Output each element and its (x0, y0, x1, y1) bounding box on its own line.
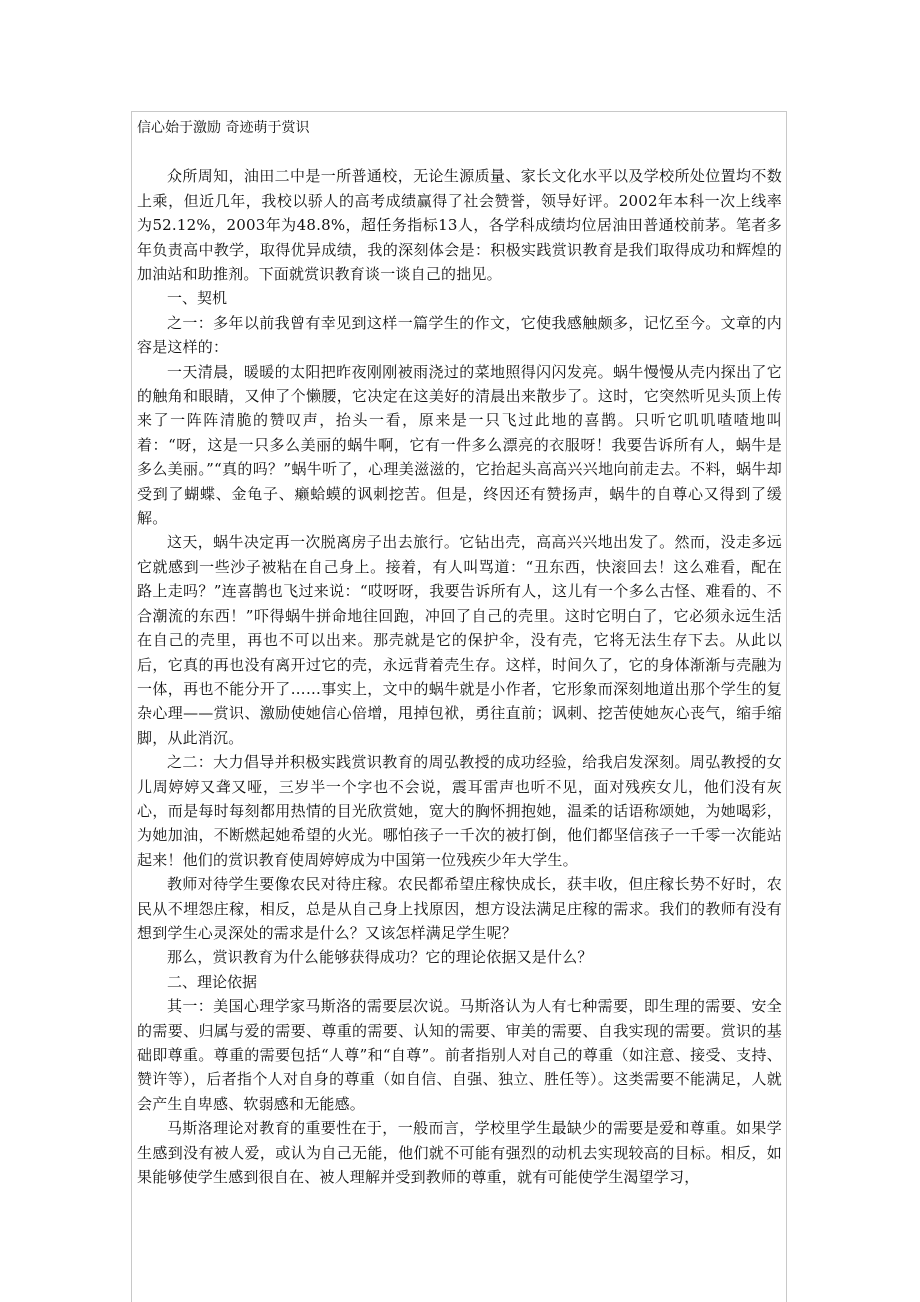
document-title: 信心始于激励 奇迹萌于赏识 (137, 120, 310, 136)
paragraph: 其一：美国心理学家马斯洛的需要层次说。马斯洛认为人有七种需要，即生理的需要、安全的需要、归属与爱的需要、尊重的需要、认知的需要、审美的需要、自我实现的需要。赏识的基础即尊重。尊重的需要包括“人尊”和“自尊”。前者指别人对自己的尊重（如注意、接受、支持、赞许等），后者指个人对自身的尊重（如自信、自强、独立、胜任等）。这类需要不能满足，人就会产生自卑感、软弱感和无能感。 (137, 997, 782, 1113)
paragraph: 那么，赏识教育为什么能够获得成功？它的理论依据又是什么？ (167, 948, 593, 967)
blank-line (137, 140, 782, 164)
paragraph: 马斯洛理论对教育的重要性在于，一般而言，学校里学生最缺少的需要是爱和尊重。如果学生感到没有被人爱，或认为自己无能，他们就不可能有强烈的动机去实现较高的目标。相反，如果能够使学生感到很自在、被人理解并受到教师的尊重，就有可能使学生渴望学习， (137, 1119, 782, 1187)
paragraph: 教师对待学生要像农民对待庄稼。农民都希望庄稼快成长，获丰收，但庄稼长势不好时，农民从不埋怨庄稼，相反，总是从自己身上找原因，想方设法满足庄稼的需求。我们的教师有没有想到学生心灵深处的需求是什么？又该怎样满足学生呢？ (137, 875, 782, 942)
section-heading: 二、理论依据 (167, 972, 258, 991)
paragraph: 之二：大力倡导并积极实践赏识教育的周弘教授的成功经验，给我启发深刻。周弘教授的女儿周婷婷又聋又哑，三岁半一个字也不会说，震耳雷声也听不见，面对残疾女儿，他们没有灰心，而是每时每刻都用热情的目光欣赏她，宽大的胸怀拥抱她，温柔的话语称颂她，为她喝彩，为她加油，不断燃起她希望的火光。哪怕孩子一千次的被打倒，他们都坚信孩子一千零一次能站起来！他们的赏识教育使周婷婷成为中国第一位残疾少年大学生。 (137, 753, 782, 869)
document-frame (131, 111, 787, 1302)
paragraph: 之一：多年以前我曾有幸见到这样一篇学生的作文，它使我感触颇多，记忆至今。文章的内容是这样的： (137, 313, 782, 357)
document-body (132, 112, 786, 1189)
paragraph-list (137, 164, 782, 1189)
paragraph: 众所周知，油田二中是一所普通校，无论生源质量、家长文化水平以及学校所处位置均不数上乘，但近几年，我校以骄人的高考成绩赢得了社会赞誉，领导好评。2002年本科一次上线率为52.12%，2003年为48.8%，超任务指标13人，各学科成绩均位居油田普通校前茅。笔者多年负责高中教学，取得优异成绩，我的深刻体会是：积极实践赏识教育是我们取得成功和辉煌的加油站和助推剂。下面就赏识教育谈一谈自己的拙见。 (137, 167, 782, 284)
section-heading: 一、契机 (167, 289, 228, 308)
paragraph: 一天清晨，暖暖的太阳把昨夜刚刚被雨浇过的菜地照得闪闪发亮。蜗牛慢慢从壳内探出了它的触角和眼睛，又伸了个懒腰，它决定在这美好的清晨出来散步了。这时，它突然听见头顶上传来了一阵阵清脆的赞叹声，抬头一看，原来是一只飞过此地的喜鹊。只听它叽叽喳喳地叫着：“呀，这是一只多么美丽的蜗牛啊，它有一件多么漂亮的衣服呀！我要告诉所有人，蜗牛是多么美丽。”“真的吗？”蜗牛听了，心理美滋滋的，它抬起头高高兴兴地向前走去。不料，蜗牛却受到了蝴蝶、金龟子、癞蛤蟆的讽刺挖苦。但是，终因还有赞扬声，蜗牛的自尊心又得到了缓解。 (137, 362, 782, 528)
paragraph: 这天，蜗牛决定再一次脱离房子出去旅行。它钻出壳，高高兴兴地出发了。然而，没走多远它就感到一些沙子被粘在自己身上。接着，有人叫骂道：“丑东西，快滚回去！这么难看，配在路上走吗？”连喜鹊也飞过来说：“哎呀呀，我要告诉所有人，这儿有一个多么古怪、难看的、不合潮流的东西！”吓得蜗牛拼命地往回跑，冲回了自己的壳里。这时它明白了，它必须永远生活在自己的壳里，再也不可以出来。那壳就是它的保护伞，没有壳，它将无法生存下去。从此以后，它真的再也没有离开过它的壳，永远背着壳生存。这样，时间久了，它的身体渐渐与壳融为一体，再也不能分开了……事实上，文中的蜗牛就是小作者，它形象而深刻地道出那个学生的复杂心理——赏识、激励使她信心倍增，甩掉包袱，勇往直前；讽刺、挖苦使她灰心丧气，缩手缩脚，从此消沉。 (137, 533, 782, 747)
